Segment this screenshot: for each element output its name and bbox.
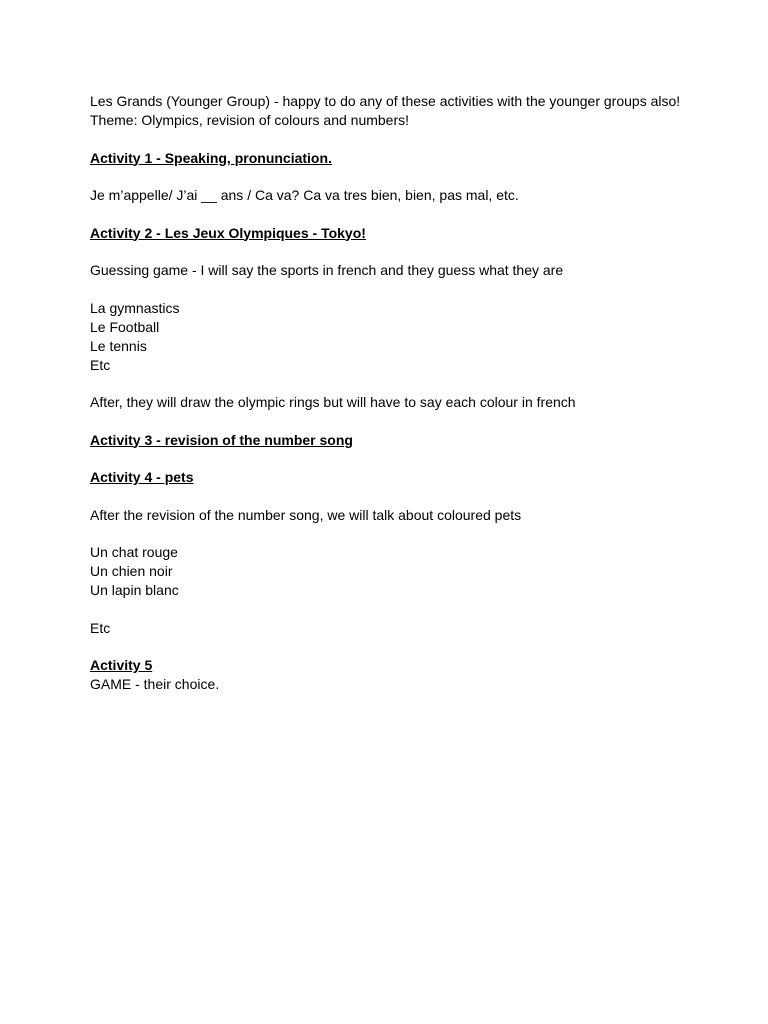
activity-2-heading: Activity 2 - Les Jeux Olympiques - Tokyo! — [90, 224, 366, 241]
activity-5-text: GAME - their choice. — [90, 676, 220, 692]
activity-1-heading: Activity 1 - Speaking, pronunciation. — [90, 149, 332, 166]
intro-line-1: Les Grands (Younger Group) - happy to do any of these activities with the younger groups also! — [90, 93, 681, 109]
spacer — [90, 243, 730, 262]
sport-item: La gymnastics — [90, 299, 180, 316]
document-body — [90, 92, 730, 694]
spacer — [90, 525, 730, 544]
sport-item: Etc — [90, 356, 111, 373]
spacer — [90, 487, 730, 506]
activity-4-intro: After the revision of the number song, we will talk about coloured pets — [90, 506, 522, 523]
activity-3-heading: Activity 3 - revision of the number song — [90, 431, 353, 448]
pet-item: Un lapin blanc — [90, 582, 179, 598]
sport-item: Le tennis — [90, 337, 147, 354]
sport-item: Le Football — [90, 318, 160, 335]
spacer — [90, 450, 730, 469]
pet-item: Un chat rouge — [90, 544, 178, 560]
intro-theme-line: Theme: Olympics, revision of colours and numbers! — [90, 112, 410, 128]
spacer — [90, 375, 730, 394]
spacer — [90, 638, 730, 657]
spacer — [90, 130, 730, 149]
activity-4-heading: Activity 4 - pets — [90, 469, 194, 485]
activity-1-text: Je m’appelle/ J’ai __ ans / Ca va? Ca va tres bien, bien, pas mal, etc. — [90, 187, 519, 203]
pet-item: Un chien noir — [90, 563, 173, 579]
activity-5-heading: Activity 5 — [90, 657, 153, 673]
spacer — [90, 600, 730, 619]
activity-2-after: After, they will draw the olympic rings but will have to say each colour in french — [90, 394, 576, 410]
spacer — [90, 205, 730, 224]
spacer — [90, 412, 730, 431]
spacer — [90, 280, 730, 299]
activity-4-etc: Etc — [90, 619, 111, 636]
activity-2-intro: Guessing game - I will say the sports in french and they guess what they are — [90, 262, 564, 278]
spacer — [90, 168, 730, 187]
